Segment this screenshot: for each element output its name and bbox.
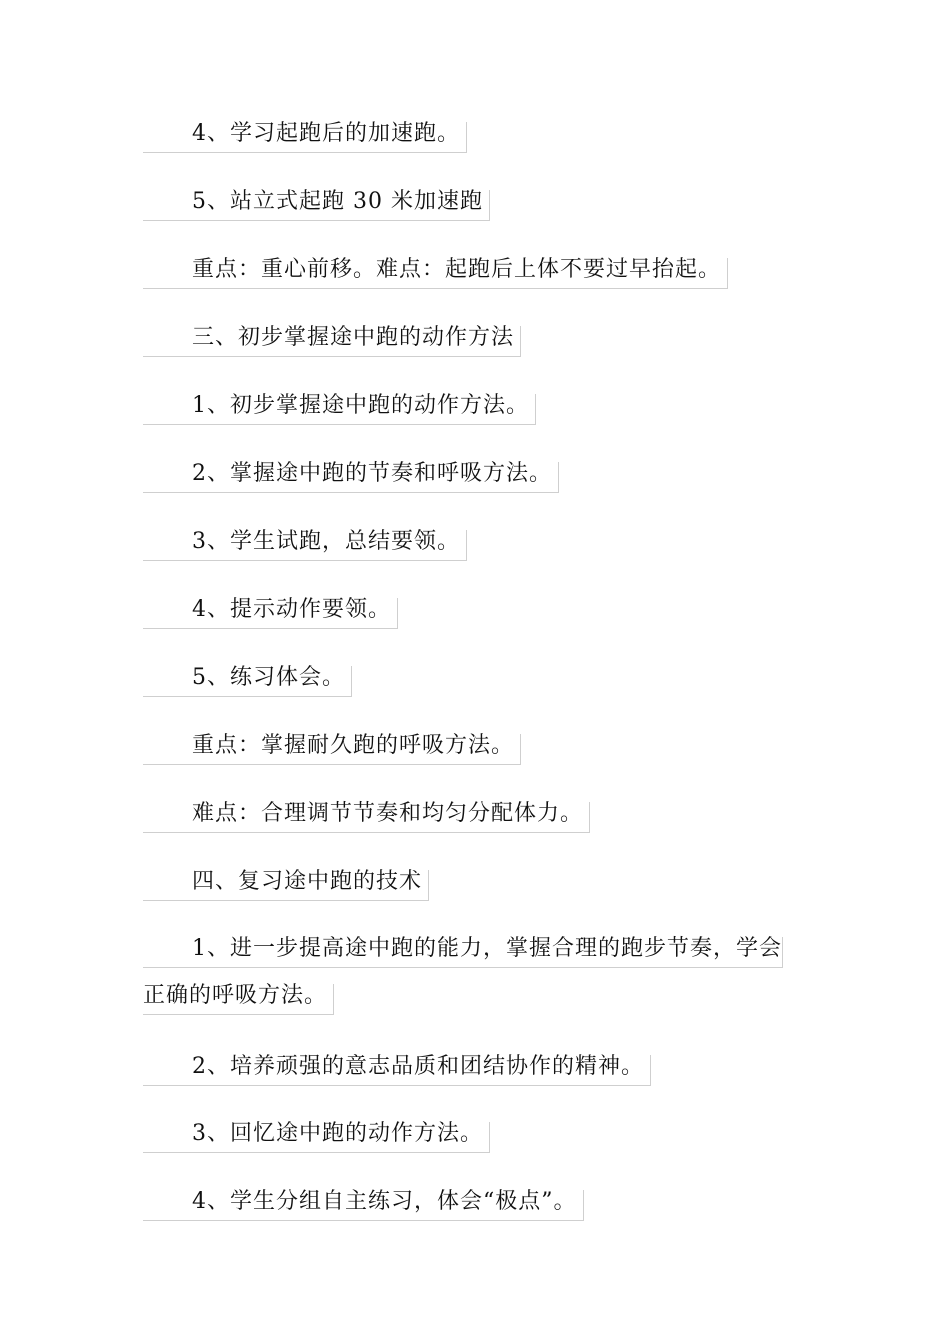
- paragraph: [143, 122, 467, 153]
- paragraph: [143, 190, 490, 221]
- paragraph: [143, 258, 728, 289]
- paragraph-line: 正确的呼吸方法。: [143, 984, 334, 1015]
- paragraph: [143, 734, 521, 765]
- paragraph-text: 1、初步掌握途中跑的动作方法。: [143, 394, 536, 425]
- paragraph: [143, 394, 536, 425]
- paragraph-text: 5、练习体会。: [143, 666, 352, 697]
- paragraph-text: 重点：掌握耐久跑的呼吸方法。: [143, 734, 521, 765]
- paragraph: [143, 530, 467, 561]
- paragraph-multiline: [143, 937, 783, 1015]
- paragraph: [143, 598, 398, 629]
- paragraph: [143, 666, 352, 697]
- section-heading-text: 四、复习途中跑的技术: [143, 870, 429, 901]
- paragraph: [143, 462, 559, 493]
- paragraph-text: 3、学生试跑，总结要领。: [143, 530, 467, 561]
- section-heading: [143, 326, 521, 357]
- paragraph-text: 重点：重心前移。难点：起跑后上体不要过早抬起。: [143, 258, 728, 289]
- paragraph-text: 4、学习起跑后的加速跑。: [143, 122, 467, 153]
- section-heading: [143, 870, 429, 901]
- paragraph: [143, 1122, 490, 1153]
- paragraph: [143, 1055, 651, 1086]
- paragraph-text: 难点：合理调节节奏和均匀分配体力。: [143, 802, 590, 833]
- paragraph: [143, 1190, 584, 1221]
- paragraph-text: 5、站立式起跑 30 米加速跑: [143, 190, 490, 221]
- paragraph: [143, 802, 590, 833]
- paragraph-text: 4、学生分组自主练习，体会“极点”。: [143, 1190, 584, 1221]
- section-heading-text: 三、初步掌握途中跑的动作方法: [143, 326, 521, 357]
- paragraph-line: 1、进一步提高途中跑的能力，掌握合理的跑步节奏，学会: [143, 937, 783, 968]
- paragraph-text: 3、回忆途中跑的动作方法。: [143, 1122, 490, 1153]
- paragraph-text: 4、提示动作要领。: [143, 598, 398, 629]
- paragraph-text: 2、掌握途中跑的节奏和呼吸方法。: [143, 462, 559, 493]
- paragraph-text: 2、培养顽强的意志品质和团结协作的精神。: [143, 1055, 651, 1086]
